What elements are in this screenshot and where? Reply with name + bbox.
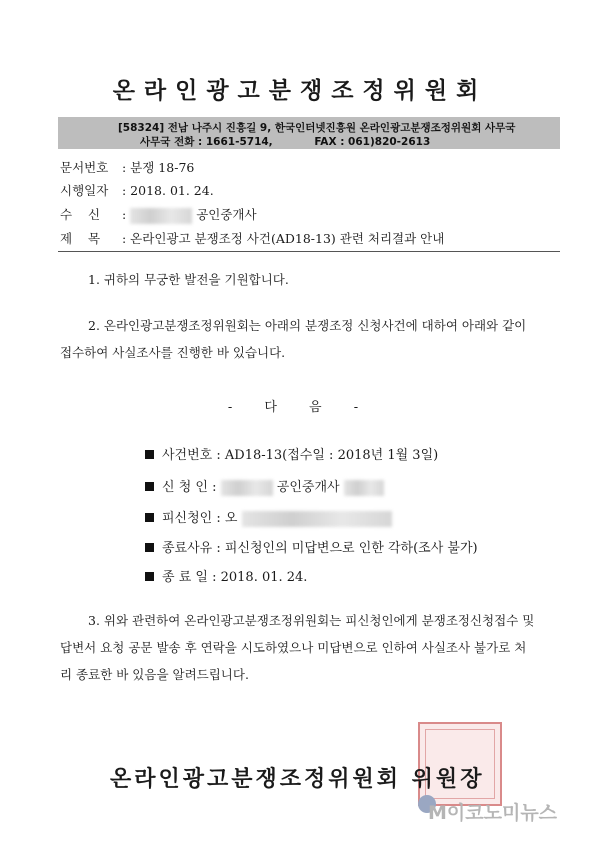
- subject: : 온라인광고 분쟁조정 사건(AD18-13) 관련 처리결과 안내: [122, 231, 445, 246]
- address-line: [58324] 전남 나주시 진흥길 9, 한국인터넷진흥원 온라인광고분쟁조정위원회 사무국: [118, 122, 516, 134]
- recipient-row: [60, 205, 257, 224]
- date-row: [60, 181, 214, 199]
- dasum-heading: - 다 음 -: [227, 400, 373, 415]
- date-label: 시행일자: [60, 183, 109, 198]
- square-bullet-icon: [145, 513, 154, 522]
- issue-date: : 2018. 01. 24.: [122, 183, 214, 198]
- redacted-name: [221, 480, 273, 496]
- watermark-text: M이코노미뉴스: [428, 802, 558, 824]
- doc-number-label: 문서번호: [60, 160, 109, 175]
- document-title: 온라인광고분쟁조정위원회: [112, 77, 488, 104]
- square-bullet-icon: [145, 482, 154, 491]
- redacted-name: [130, 208, 192, 224]
- paragraph-3-line-2: 답변서 요청 공문 발송 후 연락을 시도하였으나 미답변으로 인하여 사실조사 불가로 처: [60, 640, 527, 655]
- paragraph-1: 1. 귀하의 무궁한 발전을 기원합니다.: [88, 272, 289, 287]
- divider: [58, 251, 560, 252]
- paragraph-3-line-3: 리 종료한 바 있음을 알려드립니다.: [60, 667, 249, 682]
- square-bullet-icon: [145, 543, 154, 552]
- recipient-value: 공인중개사: [196, 207, 257, 222]
- paragraph-2-line-1: 2. 온라인광고분쟁조정위원회는 아래의 분쟁조정 신청사건에 대하여 아래와 같이: [88, 318, 527, 333]
- contact-line: [140, 134, 468, 149]
- redacted-name: [344, 480, 384, 496]
- address-band: [58, 117, 560, 149]
- list-item: 사건번호 : AD18-13(접수일 : 2018년 1월 3일): [145, 444, 438, 463]
- redacted-name: [242, 511, 392, 527]
- list-item: 종 료 일 : 2018. 01. 24.: [145, 566, 307, 585]
- doc-number: : 분쟁 18-76: [122, 160, 195, 175]
- signature-line: 온라인광고분쟁조정위원회 위원장: [110, 766, 485, 792]
- recipient-prefix: :: [122, 207, 127, 222]
- phone-number: 사무국 전화 : 1661-5714,: [140, 136, 273, 148]
- list-item: 신 청 인 : 공인중개사: [145, 476, 384, 496]
- paragraph-2-line-2: 접수하여 사실조사를 진행한 바 있습니다.: [60, 345, 286, 360]
- subject-row: [60, 229, 444, 247]
- fax-number: FAX : 061)820-2613: [314, 136, 431, 148]
- paragraph-3-line-1: 3. 위와 관련하여 온라인광고분쟁조정위원회는 피신청인에게 분쟁조정신청접수 및: [88, 613, 535, 628]
- list-item: 피신청인 : 오: [145, 507, 392, 527]
- recipient-label: 수 신: [60, 207, 101, 222]
- square-bullet-icon: [145, 572, 154, 581]
- list-item: 종료사유 : 피신청인의 미답변으로 인한 각하(조사 불가): [145, 537, 478, 556]
- doc-number-row: [60, 158, 194, 176]
- subject-label: 제 목: [60, 231, 101, 246]
- square-bullet-icon: [145, 450, 154, 459]
